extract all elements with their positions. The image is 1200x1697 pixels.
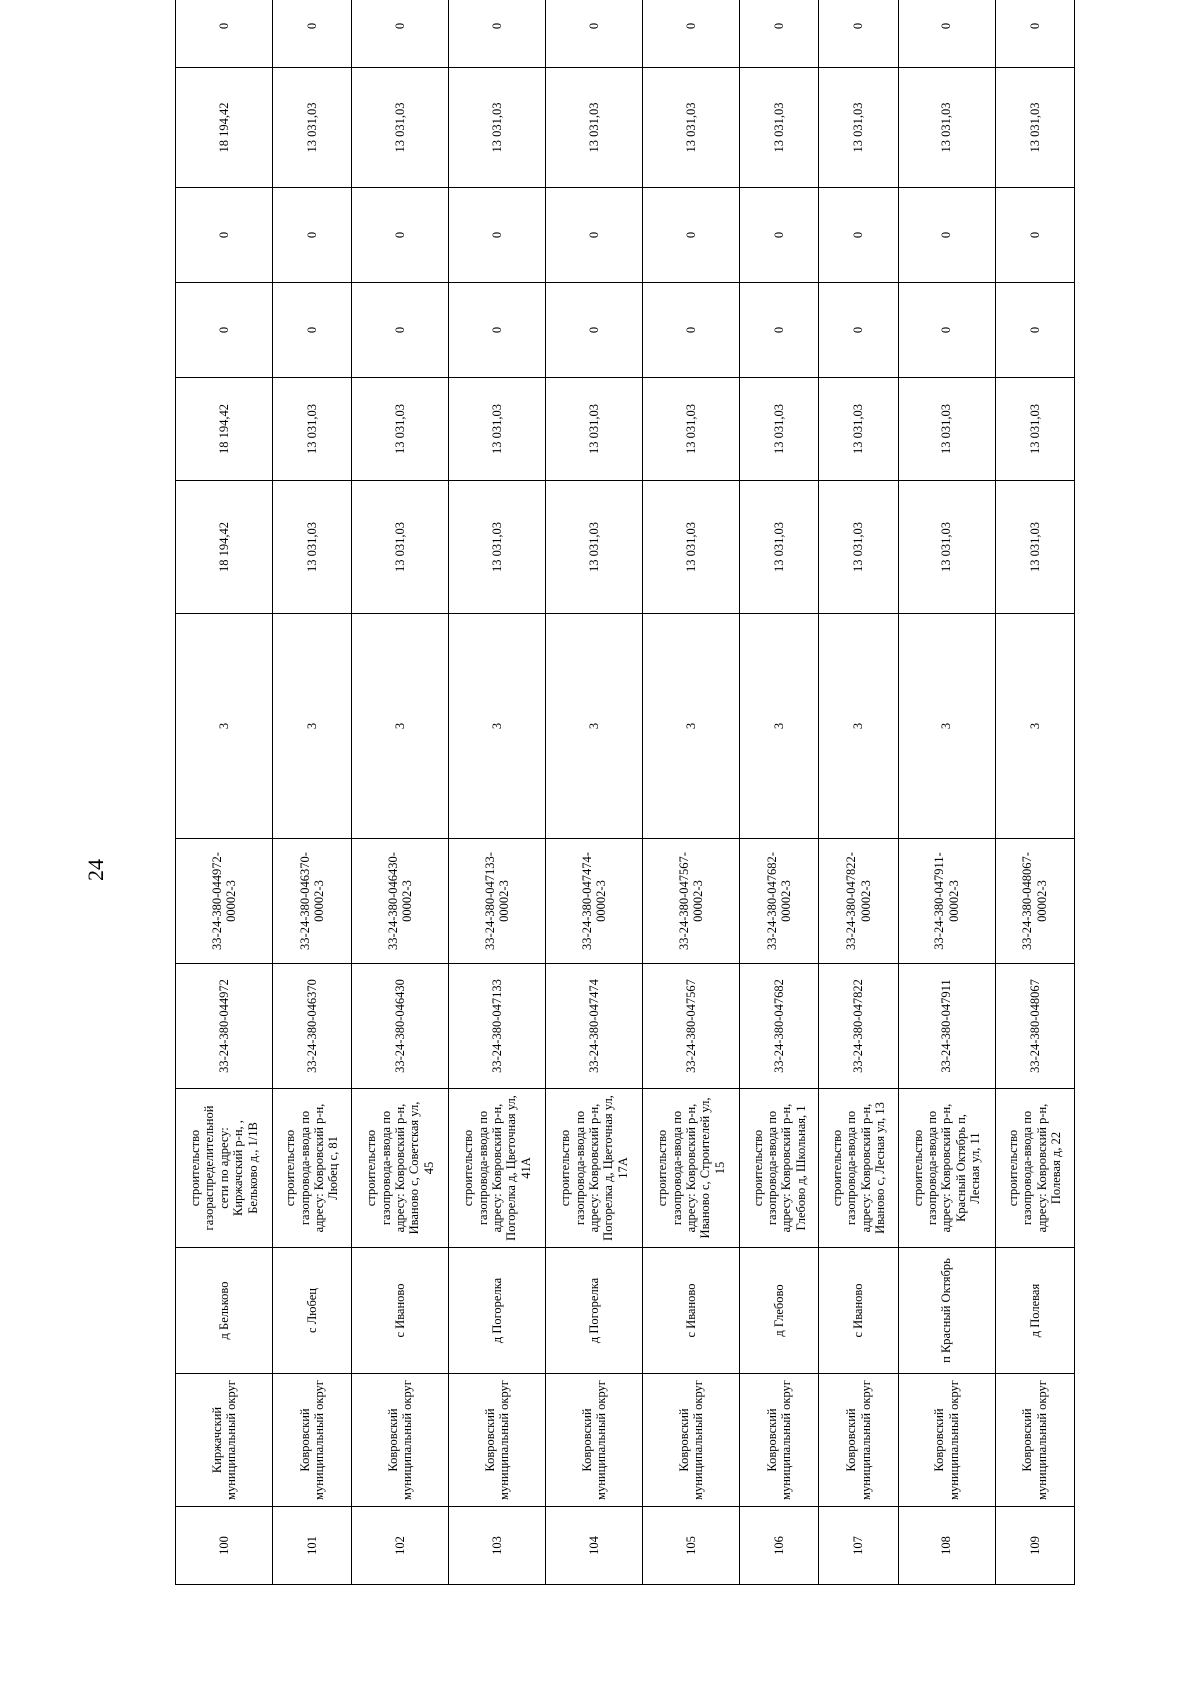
cell-row-number: 108: [898, 1507, 995, 1585]
cell-category: 3: [546, 614, 643, 839]
cell-category: 3: [740, 614, 819, 839]
cell-description: строительство газопровода-ввода по адресу: Ковровский р-н, Глебово д, Школьная, 1: [740, 1089, 819, 1248]
table-row: [643, 0, 740, 1585]
cell-value-b: 0: [352, 283, 449, 378]
cell-value-c: 0: [740, 188, 819, 283]
cell-description: строительство газораспределительной сети по адресу: Киржачский р-н, , Бельково д., 1/1В: [176, 1089, 273, 1248]
cell-description: строительство газопровода-ввода по адресу: Ковровский р-н, Иваново с, Лесная ул, 13: [819, 1089, 898, 1248]
cell-document-number: 33-24-380-047133-00002-3: [449, 839, 546, 964]
cell-document-number: 33-24-380-046370-00002-3: [272, 839, 351, 964]
data-table: [175, 0, 1075, 1585]
cell-object-code: 33-24-380-048067: [995, 964, 1074, 1089]
cell-value-e: 0: [898, 0, 995, 68]
cell-municipality: Ковровский муниципальный округ: [352, 1374, 449, 1507]
cell-value-c: 0: [819, 188, 898, 283]
cell-value-d: 18 194,42: [176, 68, 273, 188]
cell-municipality: Ковровский муниципальный округ: [898, 1374, 995, 1507]
table-row: [819, 0, 898, 1585]
cell-description: строительство газопровода-ввода по адресу: Ковровский р-н, Полевая д, 22: [995, 1089, 1074, 1248]
cell-value-total: 13 031,03: [352, 481, 449, 614]
cell-category: 3: [898, 614, 995, 839]
cell-value-a: 13 031,03: [995, 378, 1074, 481]
cell-value-d: 13 031,03: [819, 68, 898, 188]
cell-settlement: с Иваново: [643, 1248, 740, 1374]
table-row: [546, 0, 643, 1585]
cell-value-b: 0: [176, 283, 273, 378]
cell-value-a: 13 031,03: [546, 378, 643, 481]
cell-value-total: 18 194,42: [176, 481, 273, 614]
cell-settlement: п Красный Октябрь: [898, 1248, 995, 1374]
cell-settlement: д Глебово: [740, 1248, 819, 1374]
cell-document-number: 33-24-380-047822-00002-3: [819, 839, 898, 964]
cell-category: 3: [995, 614, 1074, 839]
cell-value-c: 0: [272, 188, 351, 283]
cell-object-code: 33-24-380-047567: [643, 964, 740, 1089]
cell-value-b: 0: [995, 283, 1074, 378]
cell-value-c: 0: [546, 188, 643, 283]
cell-value-a: 18 194,42: [176, 378, 273, 481]
cell-value-d: 13 031,03: [995, 68, 1074, 188]
cell-value-d: 13 031,03: [352, 68, 449, 188]
cell-settlement: д Бельково: [176, 1248, 273, 1374]
cell-category: 3: [643, 614, 740, 839]
cell-value-e: 0: [352, 0, 449, 68]
cell-document-number: 33-24-380-047911-00002-3: [898, 839, 995, 964]
cell-value-b: 0: [740, 283, 819, 378]
cell-value-b: 0: [819, 283, 898, 378]
table-row: [449, 0, 546, 1585]
cell-value-c: 0: [995, 188, 1074, 283]
table-body: [176, 0, 1075, 1585]
cell-value-c: 0: [352, 188, 449, 283]
cell-value-total: 13 031,03: [819, 481, 898, 614]
cell-category: 3: [819, 614, 898, 839]
cell-document-number: 33-24-380-047567-00002-3: [643, 839, 740, 964]
cell-row-number: 106: [740, 1507, 819, 1585]
cell-value-total: 13 031,03: [546, 481, 643, 614]
table-row: [176, 0, 273, 1585]
cell-value-c: 0: [898, 188, 995, 283]
cell-value-total: 13 031,03: [449, 481, 546, 614]
cell-value-d: 13 031,03: [449, 68, 546, 188]
cell-municipality: Ковровский муниципальный округ: [819, 1374, 898, 1507]
cell-settlement: д Погорелка: [449, 1248, 546, 1374]
cell-row-number: 107: [819, 1507, 898, 1585]
cell-category: 3: [449, 614, 546, 839]
cell-value-a: 13 031,03: [898, 378, 995, 481]
cell-value-c: 0: [176, 188, 273, 283]
cell-value-b: 0: [449, 283, 546, 378]
cell-value-e: 0: [272, 0, 351, 68]
cell-document-number: 33-24-380-044972-00002-3: [176, 839, 273, 964]
cell-value-c: 0: [449, 188, 546, 283]
cell-object-code: 33-24-380-047133: [449, 964, 546, 1089]
cell-value-e: 0: [176, 0, 273, 68]
cell-object-code: 33-24-380-047911: [898, 964, 995, 1089]
cell-settlement: с Любец: [272, 1248, 351, 1374]
cell-row-number: 102: [352, 1507, 449, 1585]
table-row: [995, 0, 1074, 1585]
cell-category: 3: [176, 614, 273, 839]
cell-value-a: 13 031,03: [272, 378, 351, 481]
cell-description: строительство газопровода-ввода по адресу: Ковровский р-н, Погорелка д, Цветочная ул, 41А: [449, 1089, 546, 1248]
cell-value-e: 0: [449, 0, 546, 68]
page-number: 24: [83, 859, 108, 881]
cell-value-b: 0: [546, 283, 643, 378]
cell-value-a: 13 031,03: [819, 378, 898, 481]
cell-description: строительство газопровода-ввода по адресу: Ковровский р-н, Иваново с, Строителей ул, 15: [643, 1089, 740, 1248]
cell-value-total: 13 031,03: [272, 481, 351, 614]
cell-value-b: 0: [272, 283, 351, 378]
cell-value-e: 0: [740, 0, 819, 68]
cell-description: строительство газопровода-ввода по адресу: Ковровский р-н, Любец с, 81: [272, 1089, 351, 1248]
cell-category: 3: [272, 614, 351, 839]
cell-value-e: 0: [995, 0, 1074, 68]
table-row: [352, 0, 449, 1585]
cell-value-total: 13 031,03: [643, 481, 740, 614]
cell-value-a: 13 031,03: [740, 378, 819, 481]
rotated-table-container: [175, 22, 1075, 1585]
cell-document-number: 33-24-380-047682-00002-3: [740, 839, 819, 964]
cell-value-e: 0: [643, 0, 740, 68]
cell-value-total: 13 031,03: [898, 481, 995, 614]
cell-row-number: 105: [643, 1507, 740, 1585]
cell-row-number: 104: [546, 1507, 643, 1585]
cell-row-number: 101: [272, 1507, 351, 1585]
cell-value-b: 0: [898, 283, 995, 378]
cell-description: строительство газопровода-ввода по адресу: Ковровский р-н, Иваново с, Советская ул, 45: [352, 1089, 449, 1248]
cell-row-number: 103: [449, 1507, 546, 1585]
cell-municipality: Ковровский муниципальный округ: [740, 1374, 819, 1507]
cell-municipality: Ковровский муниципальный округ: [546, 1374, 643, 1507]
cell-municipality: Ковровский муниципальный округ: [995, 1374, 1074, 1507]
cell-value-total: 13 031,03: [995, 481, 1074, 614]
cell-value-c: 0: [643, 188, 740, 283]
cell-document-number: 33-24-380-047474-00002-3: [546, 839, 643, 964]
cell-description: строительство газопровода-ввода по адресу: Ковровский р-н, Красный Октябрь п, Лесная ул, 11: [898, 1089, 995, 1248]
cell-row-number: 100: [176, 1507, 273, 1585]
cell-value-d: 13 031,03: [546, 68, 643, 188]
cell-value-e: 0: [819, 0, 898, 68]
cell-object-code: 33-24-380-044972: [176, 964, 273, 1089]
cell-value-total: 13 031,03: [740, 481, 819, 614]
cell-object-code: 33-24-380-046430: [352, 964, 449, 1089]
table-row: [898, 0, 995, 1585]
cell-value-a: 13 031,03: [352, 378, 449, 481]
cell-document-number: 33-24-380-046430-00002-3: [352, 839, 449, 964]
cell-municipality: Ковровский муниципальный округ: [449, 1374, 546, 1507]
cell-settlement: д Полевая: [995, 1248, 1074, 1374]
cell-object-code: 33-24-380-047474: [546, 964, 643, 1089]
cell-value-d: 13 031,03: [643, 68, 740, 188]
cell-description: строительство газопровода-ввода по адресу: Ковровский р-н, Погорелка д, Цветочная ул, 17А: [546, 1089, 643, 1248]
cell-object-code: 33-24-380-047822: [819, 964, 898, 1089]
cell-value-b: 0: [643, 283, 740, 378]
cell-row-number: 109: [995, 1507, 1074, 1585]
cell-value-d: 13 031,03: [272, 68, 351, 188]
cell-settlement: с Иваново: [819, 1248, 898, 1374]
table-row: [272, 0, 351, 1585]
cell-municipality: Киржачский муниципальный округ: [176, 1374, 273, 1507]
cell-value-a: 13 031,03: [449, 378, 546, 481]
cell-value-e: 0: [546, 0, 643, 68]
cell-municipality: Ковровский муниципальный округ: [643, 1374, 740, 1507]
cell-document-number: 33-24-380-048067-00002-3: [995, 839, 1074, 964]
cell-object-code: 33-24-380-046370: [272, 964, 351, 1089]
cell-object-code: 33-24-380-047682: [740, 964, 819, 1089]
cell-value-a: 13 031,03: [643, 378, 740, 481]
cell-category: 3: [352, 614, 449, 839]
cell-settlement: д Погорелка: [546, 1248, 643, 1374]
cell-value-d: 13 031,03: [740, 68, 819, 188]
cell-municipality: Ковровский муниципальный округ: [272, 1374, 351, 1507]
cell-value-d: 13 031,03: [898, 68, 995, 188]
cell-settlement: с Иваново: [352, 1248, 449, 1374]
table-row: [740, 0, 819, 1585]
